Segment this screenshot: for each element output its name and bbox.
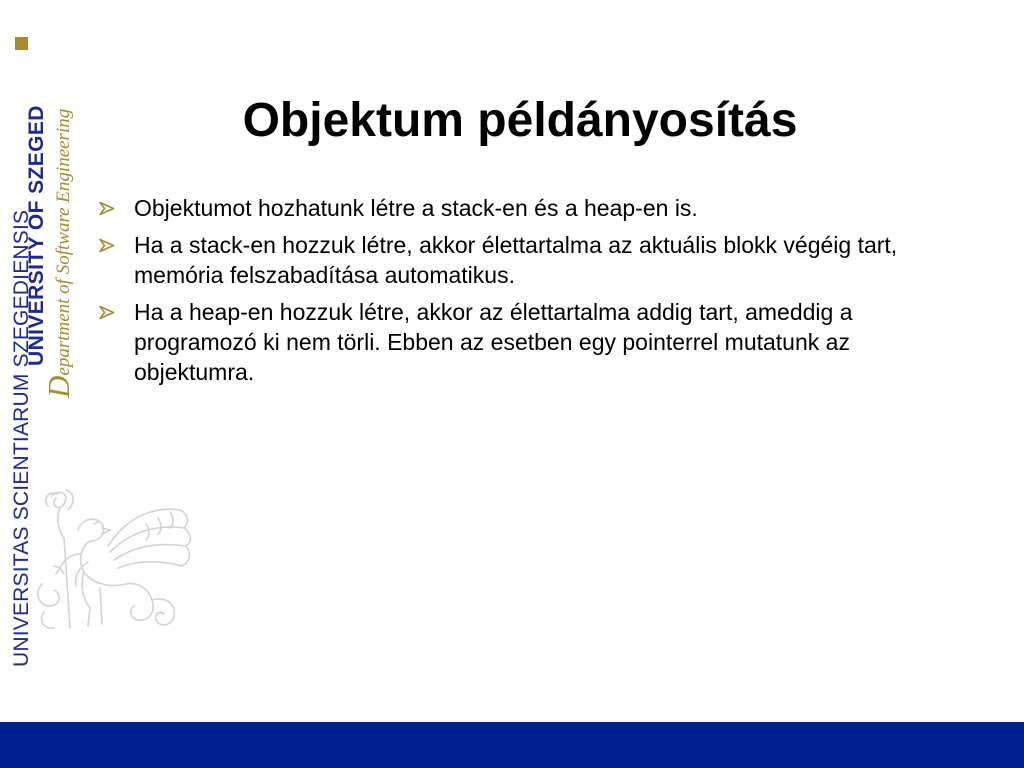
footer-bar <box>0 722 1024 768</box>
university-latin-name: UNIVERSITAS SCIENTIARUM SZEGEDIENSIS <box>10 209 33 667</box>
gold-square-icon <box>15 37 28 50</box>
griffin-emblem <box>30 488 200 633</box>
bullet-text: Ha a stack-en hozzuk létre, akkor élettartalma az aktuális blokk végéig tart, memória felszabadítása automatikus. <box>134 232 898 288</box>
arrow-bullet-icon <box>98 238 116 253</box>
arrow-bullet-icon <box>98 305 116 320</box>
department-rest: epartment of Software Engineering <box>53 108 74 376</box>
bullet-item <box>96 297 946 387</box>
department-initial: D <box>41 375 76 398</box>
department-name <box>41 68 76 398</box>
bullet-item <box>96 230 946 290</box>
university-name: UNIVERSITY OF SZEGED <box>25 105 48 366</box>
bullet-item <box>96 193 946 223</box>
bullet-text: Objektumot hozhatunk létre a stack-en és a heap-en is. <box>134 195 698 221</box>
slide-title: Objektum példányosítás <box>242 94 798 147</box>
bullet-list <box>96 193 946 394</box>
arrow-bullet-icon <box>98 201 116 216</box>
bullet-text: Ha a heap-en hozzuk létre, akkor az élettartalma addig tart, ameddig a programozó ki nem törli. Ebben az esetben egy pointerrel mutatunk az objektumra. <box>134 299 853 385</box>
